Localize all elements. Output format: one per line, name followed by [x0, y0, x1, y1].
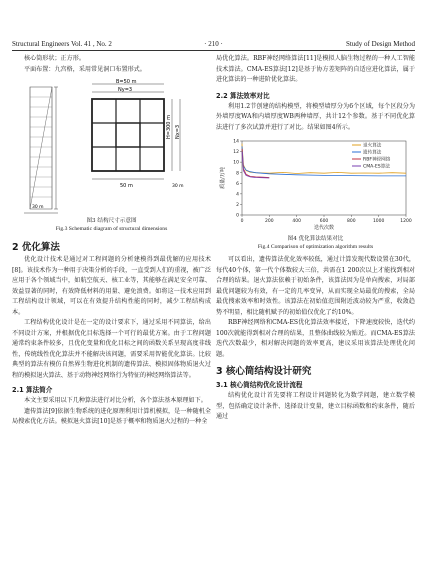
plan-grid: [92, 99, 164, 171]
y-tick-label: 6: [236, 181, 239, 187]
subsection-2-1-paragraph-2: 遗传算法[9]依据生物系统的进化原理利用计算机模拟，是一种随机全局搜索优化方法。模拟退火算法[10]是基于概率和物质退火过程的一种全: [12, 407, 211, 425]
x-axis-label: 迭代次数: [313, 225, 335, 231]
legend-label: 退火算法: [363, 143, 382, 149]
dim-nx-label: Nx=3: [175, 124, 181, 139]
x-tick-label: 600: [319, 219, 329, 224]
x-tick-label: 800: [347, 219, 356, 224]
section-name: Study of Design Method: [345, 40, 415, 48]
subsection-2-1-paragraph-1: 本文主要采用以下几种算法进行对比分析，各个算法基本原理如下。: [24, 397, 207, 404]
subsection-3-1-title: 3.1 核心筒结构优化设计流程: [216, 381, 303, 389]
y-axis-label: 质量/万吨: [220, 167, 226, 189]
y-tick-label: 10: [233, 160, 239, 166]
figure-4-caption-cn: 图4 优化算法结果对比: [287, 236, 344, 242]
structure-dimension-diagram: [12, 77, 211, 217]
dim-left-label: 30 m: [32, 205, 44, 210]
continued-paragraph: 局优化算法。RBF神经网络算法[11]是模拟人脑生物过程的一种人工智能技术算法。CMA-ES算法[12]是基于协方差矩阵的自适应进化算法，属于进化算法的一种进阶优化算法。: [216, 55, 415, 83]
x-tick-label: 0: [240, 219, 244, 224]
figure-3-caption-cn: 图3 结构尺寸示意图: [86, 218, 137, 224]
dim-b-label: B=50 m: [116, 79, 137, 85]
figure-4-caption-en: Fig.4 Comparison of optimization algorithm results: [257, 244, 374, 250]
legend-label: RBF神经网络: [363, 157, 391, 163]
dim-bottom-label: 50 m: [120, 183, 133, 189]
dim-h-label: H=300 m: [166, 115, 172, 139]
y-tick-label: 4: [236, 192, 239, 198]
y-tick-label: 12: [233, 150, 239, 156]
subsection-2-2-paragraph-3: RBF神经网络和CMA-ES优化算法效率接近，下降速度较快，迭代约100次就能得到相对合理的结果，且整体曲线较为贴近。而CMA-ES算法迭代次数最少，相对解决问题的效率更高，建议采用该算法处理优化问题。: [216, 319, 415, 358]
intro-line: 核心筒形状；正方形。: [24, 55, 85, 62]
section-2-title: 2 优化算法: [12, 242, 60, 253]
dim-right-label: 30 m: [172, 184, 184, 189]
x-tick-label: 1000: [372, 219, 385, 224]
figure-3: [12, 77, 211, 217]
subsection-2-2-paragraph-2: 可以看出，遗传算法优化效率较低，通过计算发现代数设置在30代，每代40个体，第一代个体数较大三倍，共需在1 200次以上才能找到相对合理的结果。退火算法依赖于初始条件，该算法因为是单向搜索，对局部最优问题较为有效，有一定的几率变异，从而实现全局最优的搜索，全局最优搜索效率和时效性。该算法在初始值范围附近波动较为严重，收敛趋势不明显，相比随机赋予的初始值仅优化了约10%。: [216, 256, 415, 316]
left-column: [12, 54, 211, 428]
x-tick-label: 400: [292, 219, 301, 224]
subsection-3-1-paragraph-1: 结构优化设计首先要将工程设计问题转化为数学问题，建立数学模型，包括确定设计条件、选择设计变量，建立目标函数和约束条件，随后通过: [216, 392, 415, 420]
legend-label: 遗传算法: [363, 150, 382, 156]
running-header: [12, 38, 415, 50]
x-tick-label: 1200: [400, 219, 412, 224]
y-tick-label: 14: [233, 139, 239, 145]
page-number: · 210 ·: [204, 40, 223, 48]
algorithm-comparison-chart: [216, 135, 415, 235]
y-tick-label: 2: [236, 203, 239, 209]
header-rule: [12, 50, 415, 51]
section-2-paragraph-2: 工程结构优化设计是在一定的设计要求下，通过采用不同算法，给出不同设计方案，并根据优化目标选择一个可行的最优方案。由于工程问题通常约束条件较多，且优化变量和优化目标之间的函数关系呈现高度非线性，传统线性优化算法并不能解决该问题，需要采用智能优化算法。比较典型的算法有模仿自然界生物进化机制的遗传算法、模拟固体物质退火过程的模拟退火算法、基于动物神经网络行为特征的神经网络算法等。: [12, 319, 211, 379]
section-2-paragraph-1: 优化设计技术是通过对工程问题的分析建模得到最优解的应用技术[8]。该技术作为一种用于决策分析的手段，一直受到人们的重视，被广泛应用于各个领域当中，如航空航天、核工业等，其能够在满足安全可靠、效益显著的同时，有效降低材料的用量、避免浪费。如将这一技术应用到工程结构设计领域，可以在有效提升结构性能的同时，减少工程结构成本。: [12, 256, 211, 316]
journal-name: Structural Engineers Vol. 41 , No. 2: [12, 40, 112, 48]
legend-label: CMA-ES算法: [363, 164, 390, 170]
dim-ny-label: Ny=3: [118, 87, 133, 93]
tower-elevation: [30, 87, 58, 209]
figure-3-caption-en: Fig.3 Schematic diagram of structural dimensions: [55, 226, 168, 232]
subsection-2-2-title: 2.2 算法效率对比: [216, 91, 270, 100]
subsection-2-1-title: 2.1 算法简介: [12, 386, 53, 394]
x-tick-label: 200: [265, 219, 274, 224]
subsection-2-2-paragraph-1: 利用1.2节创建的结构模型，将模型墙厚分为6个区域，每个区段分为外墙厚度WA和内墙厚度WB两种墙厚，共计12个参数。基于不同优化算法进行了多次试算并进行了对比。结果如图4所示。: [216, 102, 415, 131]
intro-line: 平面布置：九宫格，采用常见洞口布置形式。: [24, 65, 146, 73]
right-column: [216, 54, 415, 423]
figure-4: [216, 135, 415, 235]
section-3-title: 3 核心筒结构设计研究: [216, 366, 312, 377]
y-tick-label: 0: [236, 213, 239, 219]
y-tick-label: 8: [236, 171, 239, 177]
